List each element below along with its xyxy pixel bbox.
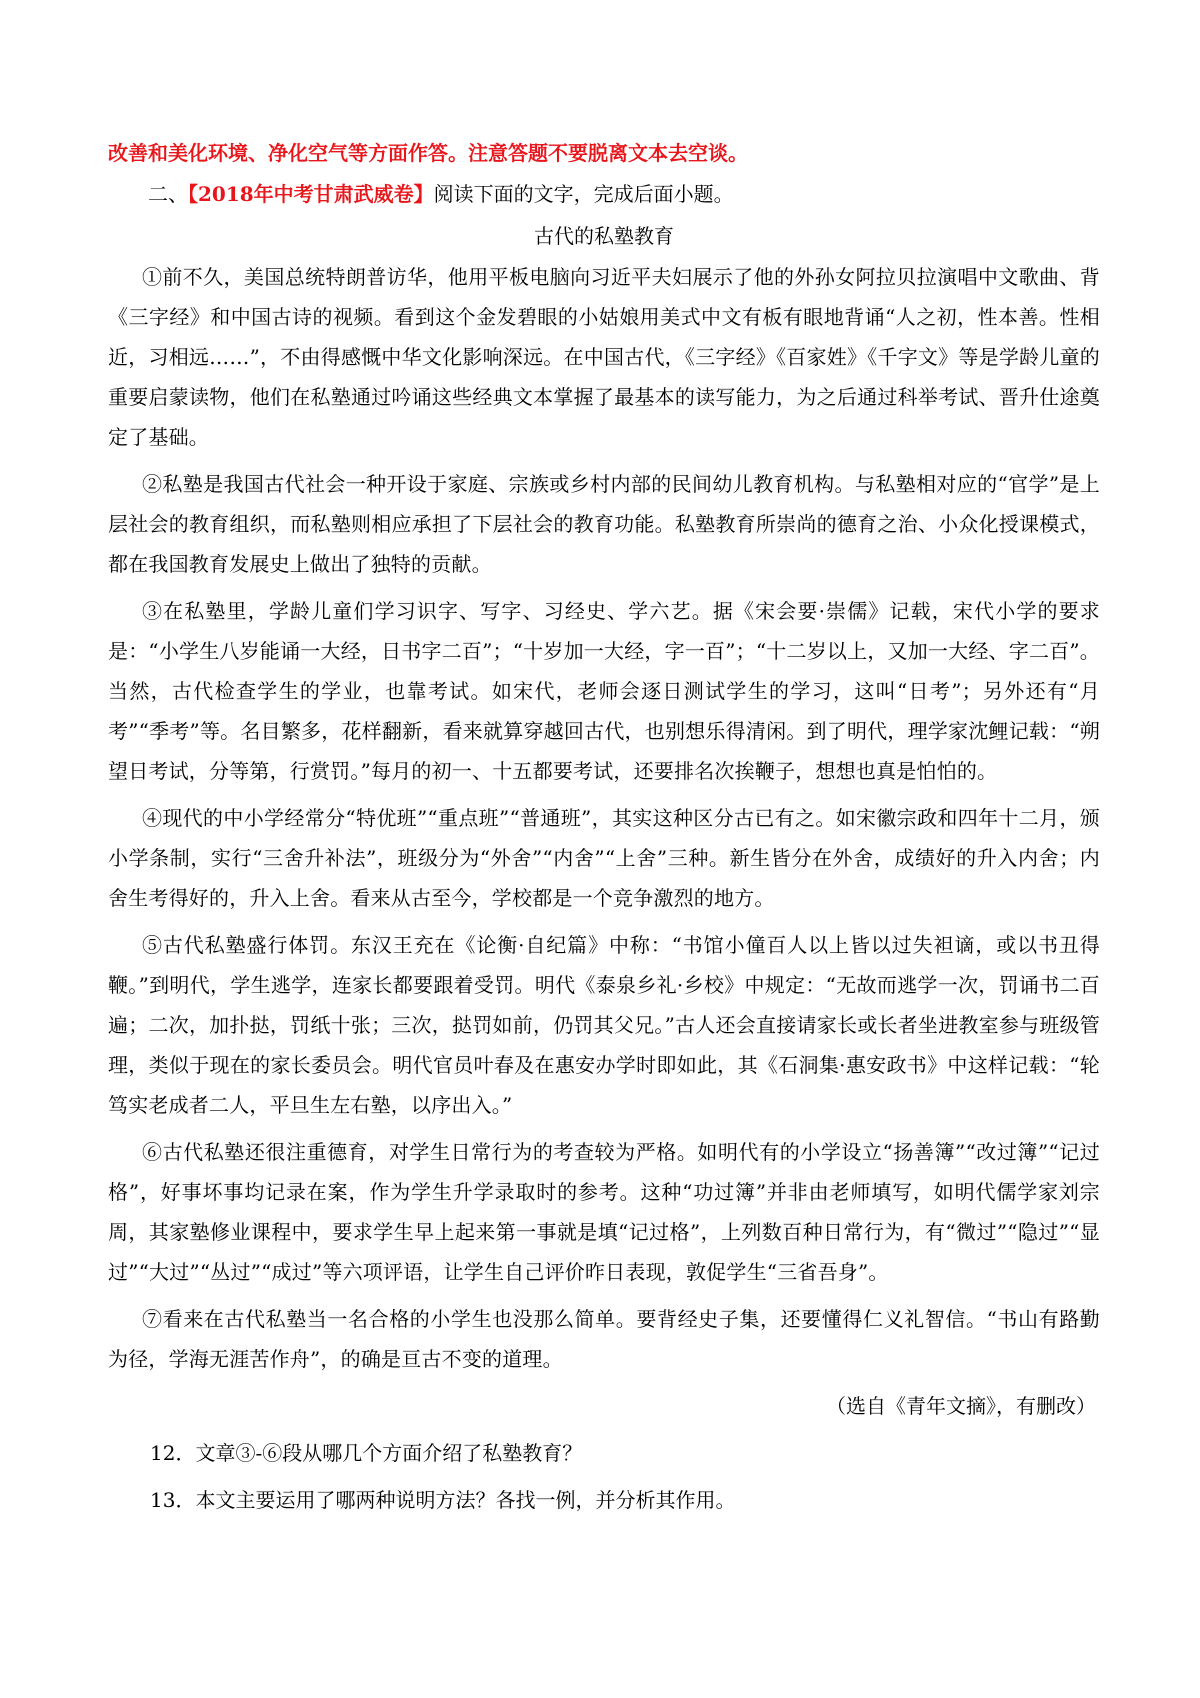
question-12: 12．文章③-⑥段从哪几个方面介绍了私塾教育？ bbox=[150, 1441, 583, 1465]
source-tag: 【2018年中考甘肃武威卷】 bbox=[188, 182, 434, 206]
answer-tail-text: 改善和美化环境、净化空气等方面作答。注意答题不要脱离文本去空谈。 bbox=[108, 141, 748, 165]
section-instruction: 阅读下面的文字，完成后面小题。 bbox=[433, 182, 734, 206]
paragraph-5: ⑤古代私塾盛行体罚。东汉王充在《论衡·自纪篇》中称：“书馆小僮百人以上皆以过失袒谪，或以书丑得鞭。”到明代，学生逃学，连家长都要跟着受罚。明代《泰泉乡礼·乡校》中规定：“无故而逃学一次，罚诵书二百遍；二次，加扑挞，罚纸十张；三次，挞罚如前，仍罚其父兄。”古人还会直接请家长或长者坐进教室参与班级管理，类似于现在的家长委员会。明代官员叶春及在惠安办学时即如此，其《石洞集·惠安政书》中这样记载：“轮笃实老成者二人，平旦生左右塾，以序出入。” bbox=[108, 933, 1100, 1117]
paragraph-4: ④现代的中小学经常分“特优班”“重点班”“普通班”，其实这种区分古已有之。如宋徽宗政和四年十二月，颁小学条制，实行“三舍升补法”，班级分为“外舍”“内舍”“上舍”三种。新生皆分在外舍，成绩好的升入内舍；内舍生考得好的，升入上舍。看来从古至今，学校都是一个竞争激烈的地方。 bbox=[108, 806, 1100, 910]
question-13: 13．本文主要运用了哪两种说明方法？各找一例，并分析其作用。 bbox=[150, 1488, 736, 1512]
paragraph-2: ②私塾是我国古代社会一种开设于家庭、宗族或乡村内部的民间幼儿教育机构。与私塾相对应的“官学”是上层社会的教育组织，而私塾则相应承担了下层社会的教育功能。私塾教育所崇尚的德育之治、小众化授课模式，都在我国教育发展史上做出了独特的贡献。 bbox=[108, 472, 1100, 576]
section-prefix: 二、 bbox=[148, 182, 188, 206]
document-page bbox=[108, 133, 1100, 1527]
article-title: 古代的私塾教育 bbox=[534, 224, 674, 248]
source-note: （选自《青年文摘》，有删改） bbox=[826, 1394, 1096, 1418]
paragraph-3: ③在私塾里，学龄儿童们学习识字、写字、习经史、学六艺。据《宋会要·崇儒》记载，宋代小学的要求是：“小学生八岁能诵一大经，日书字二百”；“十岁加一大经，字一百”；“十二岁以上，又加一大经、字二百”。当然，古代检查学生的学业，也靠考试。如宋代，老师会逐日测试学生的学习，这叫“日考”；另外还有“月考”“季考”等。名目繁多，花样翻新，看来就算穿越回古代，也别想乐得清闲。到了明代，理学家沈鲤记载：“朔望日考试，分等第，行赏罚。”每月的初一、十五都要考试，还要排名次挨鞭子，想想也真是怕怕的。 bbox=[108, 599, 1100, 783]
paragraph-1: ①前不久，美国总统特朗普访华，他用平板电脑向习近平夫妇展示了他的外孙女阿拉贝拉演唱中文歌曲、背《三字经》和中国古诗的视频。看到这个金发碧眼的小姑娘用美式中文有板有眼地背诵“人之初，性本善。性相近，习相远……”，不由得感慨中华文化影响深远。在中国古代，《三字经》《百家姓》《千字文》等是学龄儿童的重要启蒙读物，他们在私塾通过吟诵这些经典文本掌握了最基本的读写能力，为之后通过科举考试、晋升仕途奠定了基础。 bbox=[108, 265, 1100, 449]
paragraph-6: ⑥古代私塾还很注重德育，对学生日常行为的考查较为严格。如明代有的小学设立“扬善簿”“改过簿”“记过格”，好事坏事均记录在案，作为学生升学录取时的参考。这种“功过簿”并非由老师填写，如明代儒学家刘宗周，其家塾修业课程中，要求学生早上起来第一事就是填“记过格”，上列数百种日常行为，有“微过”“隐过”“显过”“大过”“丛过”“成过”等六项评语，让学生自己评价昨日表现，敦促学生“三省吾身”。 bbox=[108, 1140, 1100, 1284]
paragraph-7: ⑦看来在古代私塾当一名合格的小学生也没那么简单。要背经史子集，还要懂得仁义礼智信。“书山有路勤为径，学海无涯苦作舟”，的确是亘古不变的道理。 bbox=[108, 1307, 1100, 1371]
section-heading bbox=[108, 173, 1100, 215]
